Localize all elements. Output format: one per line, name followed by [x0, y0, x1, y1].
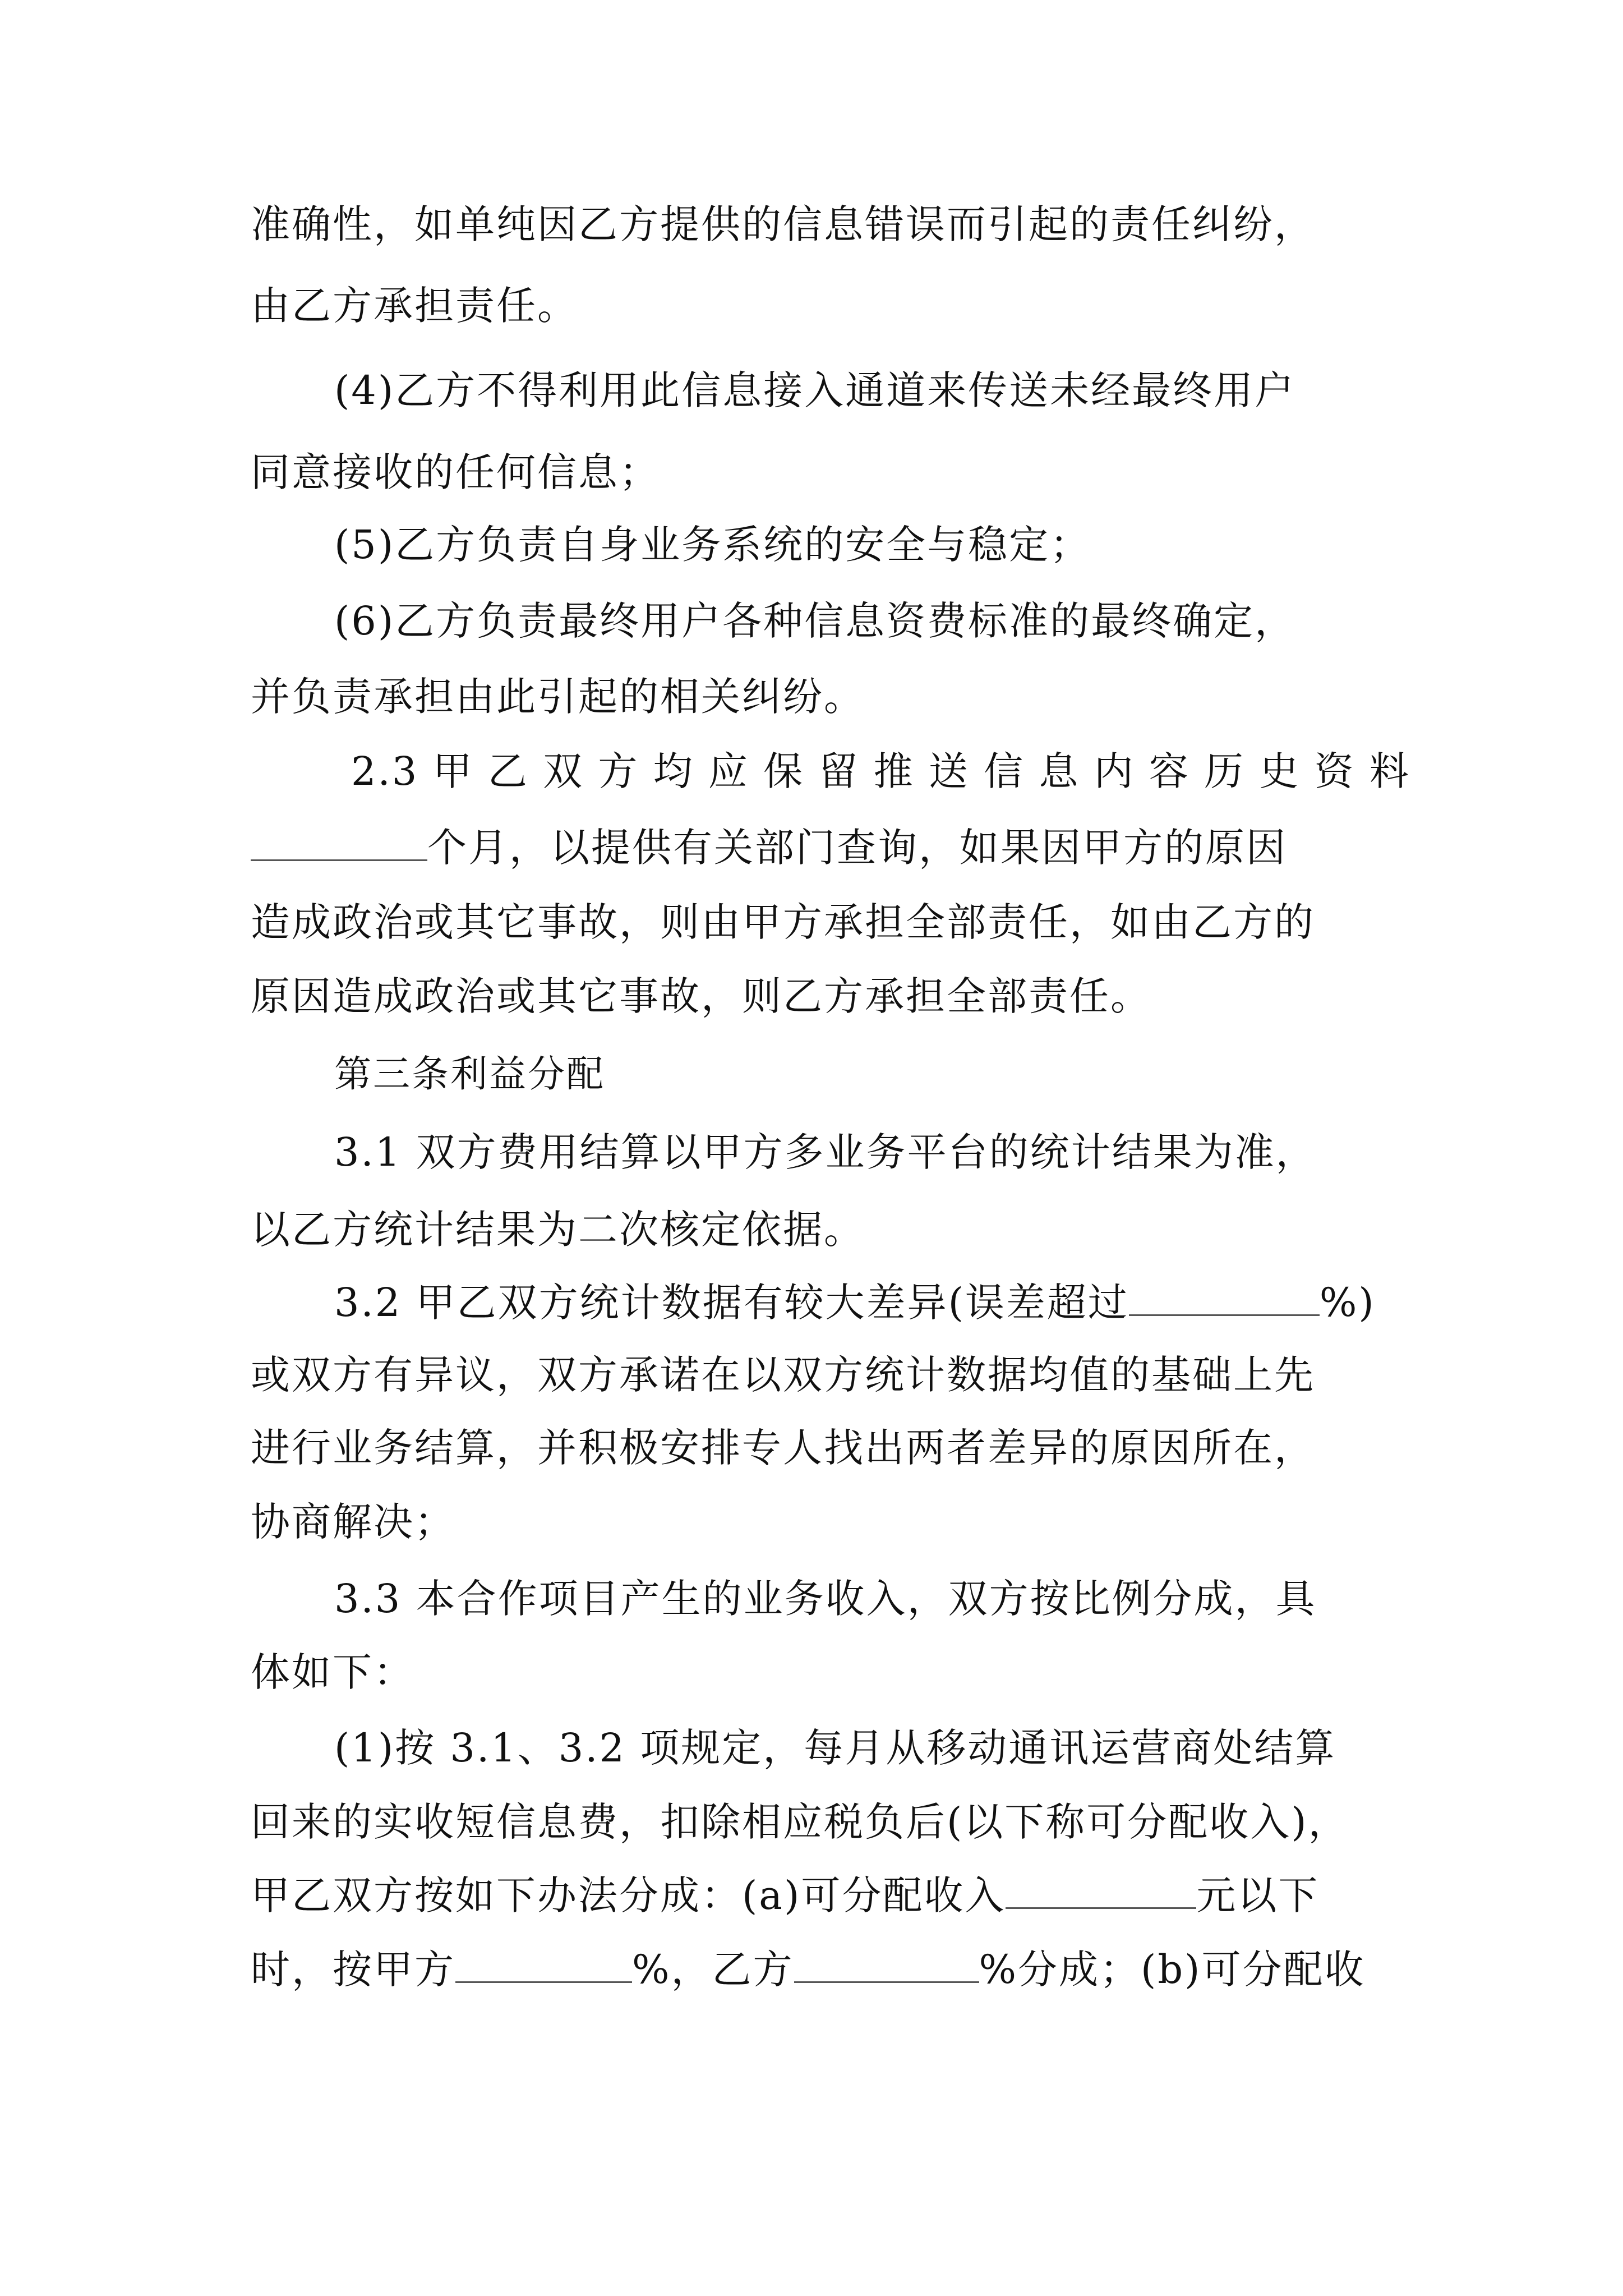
text-line: 体如下：	[251, 1649, 414, 1695]
text-line: 进行业务结算，并积极安排专人找出两者差异的原因所在，	[251, 1425, 1315, 1471]
text-line: 同意接收的任何信息；	[251, 449, 660, 495]
text-line: 造成政治或其它事故，则由甲方承担全部责任，如由乙方的	[251, 899, 1315, 945]
text-line: 3.3 本合作项目产生的业务收入，双方按比例分成，具	[334, 1576, 1317, 1622]
line-suffix: %)	[1319, 1280, 1376, 1326]
text-line: 2.3 甲 乙 双 方 均 应 保 留 推 送 信 息 内 容 历 史 资 料	[351, 748, 1410, 794]
line-prefix: 时，按甲方	[251, 1947, 455, 1993]
text-line-with-blank	[251, 814, 1287, 881]
section-heading: 第三条利益分配	[334, 1052, 605, 1096]
text-line: 准确性，如单纯因乙方提供的信息错误而引起的责任纠纷，	[251, 201, 1315, 247]
line-prefix: 3.2 甲乙双方统计数据有较大差异(误差超过	[334, 1280, 1129, 1326]
text-line: 并负责承担由此引起的相关纠纷。	[251, 674, 865, 720]
text-line: (1)按 3.1、3.2 项规定，每月从移动通讯运营商处结算	[334, 1725, 1336, 1771]
text-line: 或双方有异议，双方承诺在以双方统计数据均值的基础上先	[251, 1352, 1315, 1398]
text-line: 3.1 双方费用结算以甲方多业务平台的统计结果为准，	[334, 1129, 1317, 1175]
line-suffix: %分成；(b)可分配收	[979, 1947, 1366, 1993]
text-line-with-blanks	[251, 1936, 1365, 2003]
text-line: (4)乙方不得利用此信息接入通道来传送未经最终用户	[334, 367, 1296, 413]
text-line: 由乙方承担责任。	[251, 283, 578, 329]
text-line-with-blank	[251, 1862, 1319, 1929]
text-line: 以乙方统计结果为二次核定依据。	[251, 1207, 865, 1253]
line-suffix: 元以下	[1196, 1872, 1320, 1918]
line-middle: %，乙方	[632, 1947, 794, 1993]
text-line: (6)乙方负责最终用户各种信息资费标准的最终确定，	[334, 598, 1296, 644]
fill-in-blank	[251, 826, 427, 861]
fill-in-blank	[1129, 1281, 1320, 1316]
fill-in-blank	[794, 1948, 979, 1983]
text-line: (5)乙方负责自身业务系统的安全与稳定；	[334, 522, 1091, 568]
line-suffix: 个月，以提供有关部门查询，如果因甲方的原因	[427, 825, 1287, 871]
fill-in-blank	[1006, 1874, 1196, 1909]
text-line: 协商解决；	[251, 1499, 455, 1545]
fill-in-blank	[455, 1948, 632, 1983]
text-line-with-blank	[334, 1269, 1376, 1336]
line-prefix: 甲乙双方按如下办法分成：(a)可分配收入	[251, 1872, 1006, 1918]
text-line: 原因造成政治或其它事故，则乙方承担全部责任。	[251, 973, 1151, 1019]
text-line: 回来的实收短信息费，扣除相应税负后(以下称可分配收入)，	[251, 1799, 1349, 1845]
